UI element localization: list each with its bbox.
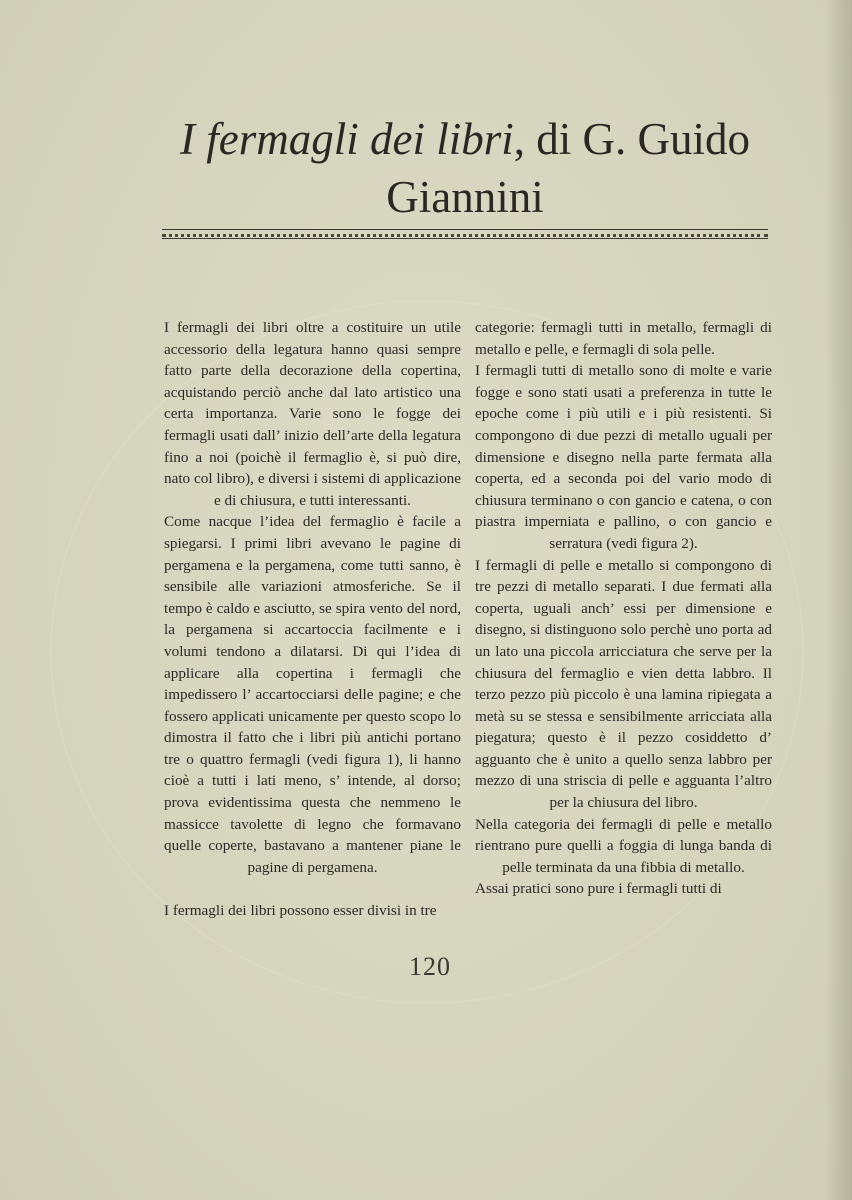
paragraph: I fermagli dei libri possono esser divisi in tre (164, 902, 437, 920)
title-rule-dotted (162, 234, 768, 237)
paragraph: Assai pratici sono pure i fermagli tutti di (475, 880, 722, 898)
title-line2: Giannini (386, 172, 544, 222)
paragraph: Come nacque l’idea del fermaglio è facile a spiegarsi. I primi libri avevano le pagine di pergamena e la pergamena, come tutti sanno, è sensibile alle variazioni atmosferiche. Se il tempo è caldo e asciutto, se spira vento del nord, la pergamena si accartoccia facilmente e i volumi tendono a dilatarsi. Di qui l’idea di applicare alla copertina i fermagli che impedissero l’ accartocciarsi delle pagine; e che fossero applicati unicamente per questo scopo lo dimostra il fatto che i libri più antichi portano tre o quattro fermagli (vedi figura 1), li hanno cioè a tutti i lati meno, s’ intende, al dorso; prova evidentissima questa che nemmeno le massicce tavolette di legno che formavano quelle coperte, bastavano a mantener piane le pagine di pergamena. (164, 513, 461, 876)
paragraph: categorie: fermagli tutti in metallo, fermagli di metallo e pelle, e fermagli di sola pelle. (475, 319, 772, 358)
paragraph: I fermagli di pelle e metallo si compongono di tre pezzi di metallo separati. I due fermati alla coperta, uguali anch’ essi per dimensione e disegno, si distinguono solo perchè uno porta ad un lato una piccola arricciatura che serve per la chiusura del fermaglio e vien detta labbro. Il terzo pezzo più piccolo è una lamina ripiegata a metà su se stessa e sensibilmente arricciata alla piegatura; questo è il pezzo cosiddetto d’ agguanto che è unito a quello senza labbro per mezzo di una striscia di pelle e agguanta l’altro per la chiusura del libro. (475, 556, 772, 812)
paragraph: Nella categoria dei fermagli di pelle e metallo rientrano pure quelli a foggia di lunga banda di pelle terminata da una fibbia di metallo. (475, 815, 772, 876)
paragraph: I fermagli dei libri oltre a costituire un utile accessorio della legatura hanno quasi sempre fatto parte della decorazione della copertina, acquistando perciò anche dal lato artistico una certa importanza. Varie sono le fogge dei fermagli usati dall’ inizio dell’arte della legatura fino a noi (poichè il fermaglio è, si può dire, nato col libro), e diversi i sistemi di applicazione e di chiusura, e tutti interessanti. (164, 319, 461, 509)
paragraph-gap (164, 878, 461, 900)
page-number: 120 (409, 952, 451, 981)
left-column (164, 317, 461, 922)
paragraph: I fermagli tutti di metallo sono di molte e varie fogge e sono stati usati a preferenza in tutte le epoche come i più utili e i più resistenti. Si compongono di due pezzi di metallo uguali per dimensione e disegno nella parte fermata alla coperta, ed a seconda poi del vario modo di chiusura terminano o con gancio e catena, o con piastra imperniata e pallino, o con gancio e serratura (vedi figura 2). (475, 362, 772, 552)
page-edge-shadow (826, 0, 852, 1200)
right-column (475, 317, 772, 900)
title-rule-bottom (162, 238, 768, 239)
page-title (120, 110, 810, 226)
title-author-part: , di G. Guido (513, 114, 750, 164)
title-italic-part: I fermagli dei libri (180, 114, 514, 164)
title-rule-top (162, 229, 768, 230)
